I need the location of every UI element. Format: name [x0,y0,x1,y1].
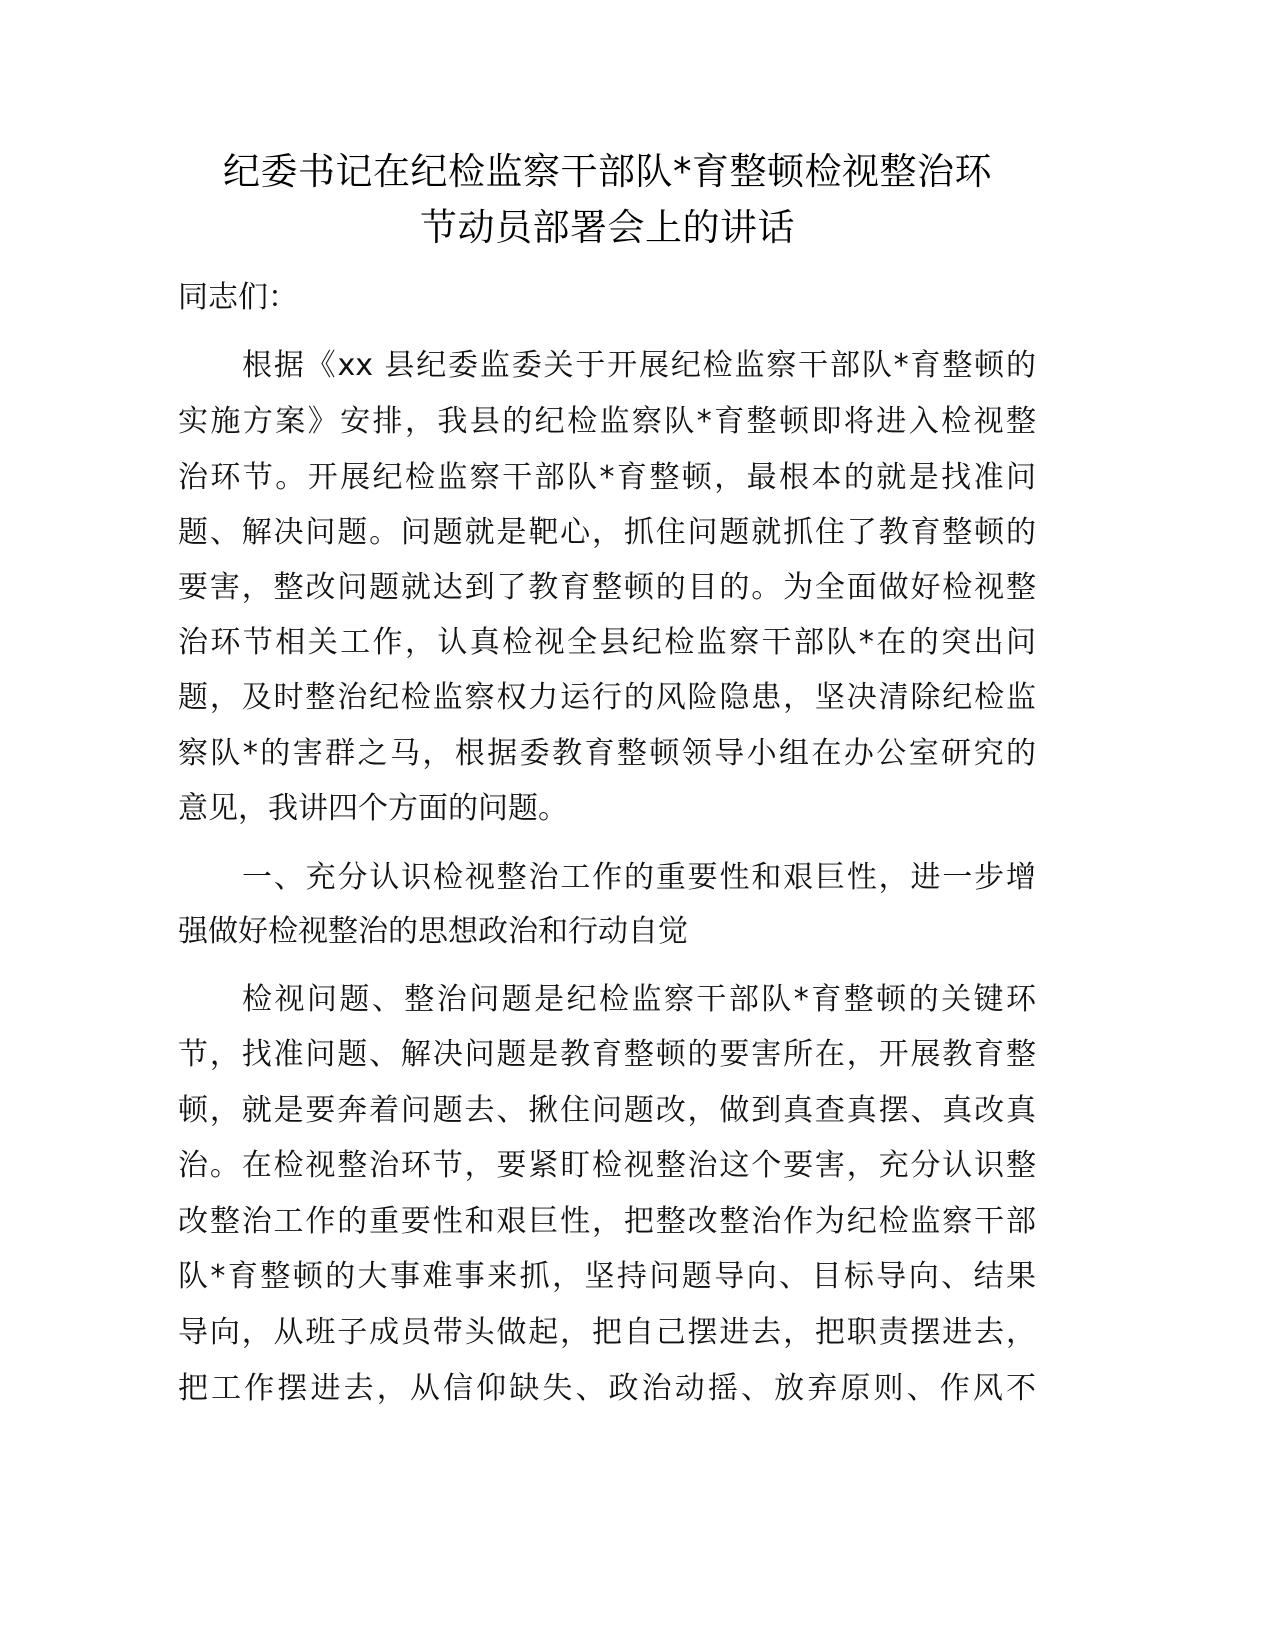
paragraph-line: 检视问题、整治问题是纪检监察干部队*育整顿的关键环 [242,982,1036,1017]
document-title [160,144,1055,256]
paragraph-line: 察队*的害群之马，根据委教育整顿领导小组在办公室研究的 [178,736,1036,771]
paragraph-line: 导向，从班子成员带头做起，把自己摆进去，把职责摆进去， [178,1315,1036,1350]
paragraph-line: 要害，整改问题就达到了教育整顿的目的。为全面做好检视整 [178,570,1036,605]
paragraph-line: 把工作摆进去，从信仰缺失、政治动摇、放弃原则、作风不 [178,1371,1036,1406]
title-line-1: 纪委书记在纪检监察干部队*育整顿检视整治环 [223,150,992,193]
paragraph-line: 题、解决问题。问题就是靶心，抓住问题就抓住了教育整顿的 [178,515,1036,550]
paragraph-line: 治。在检视整治环节，要紧盯检视整治这个要害，充分认识整 [178,1148,1036,1183]
paragraph-line: 顿，就是要奔着问题去、揪住问题改，做到真查真摆、真改真 [178,1093,1036,1128]
paragraph-line: 改整治工作的重要性和艰巨性，把整改整治作为纪检监察干部 [178,1204,1036,1239]
paragraph-line: 治环节相关工作，认真检视全县纪检监察干部队*在的突出问 [178,625,1036,660]
paragraph-line: 治环节。开展纪检监察干部队*育整顿，最根本的就是找准问 [178,460,1036,495]
paragraph-line: 实施方案》安排，我县的纪检监察队*育整顿即将进入检视整 [178,404,1036,439]
paragraph-line: 队*育整顿的大事难事来抓，坚持问题导向、目标导向、结果 [178,1259,1036,1294]
paragraph-line: 意见，我讲四个方面的问题。 [178,791,568,826]
paragraph-line: 根据《xx 县纪委监委关于开展纪检监察干部队*育整顿的 [242,348,1036,383]
salutation: 同志们： [178,280,298,315]
paragraph-line: 题，及时整治纪检监察权力运行的风险隐患，坚决清除纪检监 [178,680,1036,715]
heading-line: 强做好检视整治的思想政治和行动自觉 [178,914,688,949]
paragraph-line: 节，找准问题、解决问题是教育整顿的要害所在，开展教育整 [178,1037,1036,1072]
heading-line: 一、充分认识检视整治工作的重要性和艰巨性，进一步增 [242,860,1036,895]
title-line-2: 节动员部署会上的讲话 [420,206,795,249]
